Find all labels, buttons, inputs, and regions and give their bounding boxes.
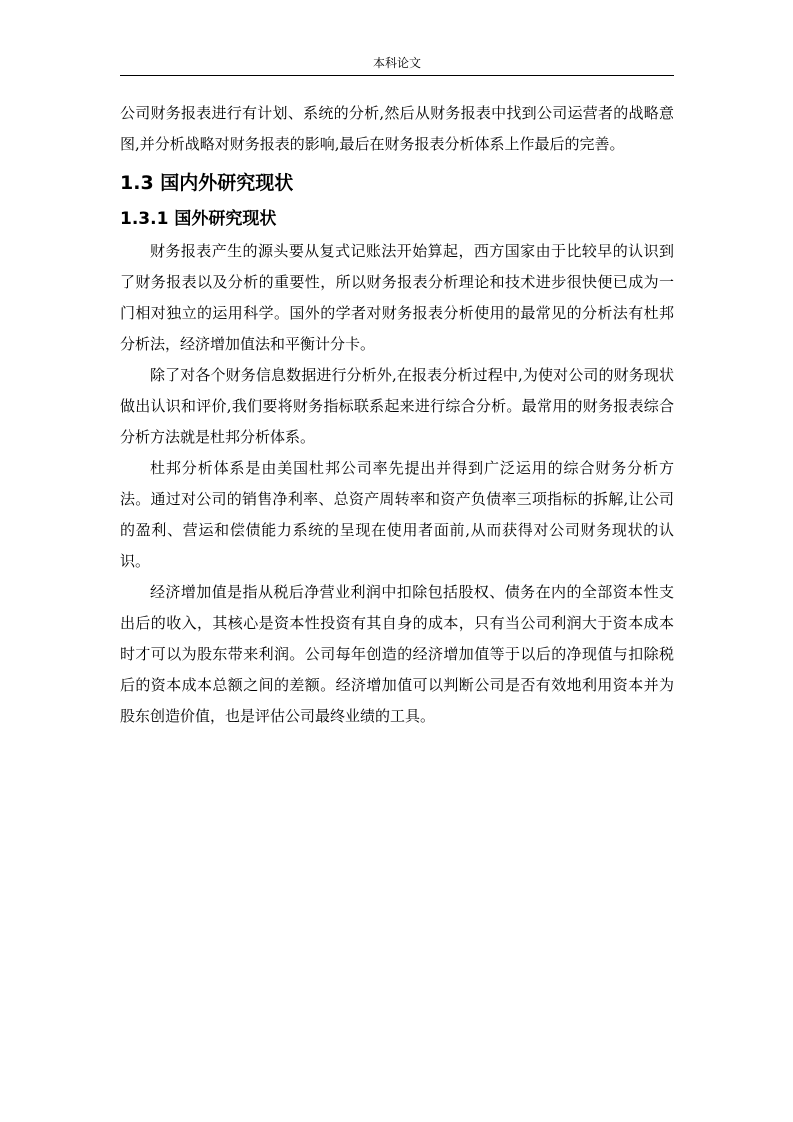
page-header (120, 56, 674, 76)
section-heading: 1.3 国内外研究现状 (120, 172, 294, 194)
header-title: 本科论文 (372, 56, 421, 70)
subsection-heading: 1.3.1 国外研究现状 (120, 209, 277, 229)
paragraph-comprehensive-analysis: 除了对各个财务信息数据进行分析外,在报表分析过程中,为使对公司的财务现状做出认识和评价,我们要将财务指标联系起来进行综合分析。最常用的财务报表综合分析方法就是杜邦分析体系。 (120, 366, 674, 446)
paragraph-foreign-origins: 财务报表产生的源头要从复式记账法开始算起，西方国家由于比较早的认识到了财务报表以及分析的重要性，所以财务报表分析理论和技术进步很快便已成为一门相对独立的运用科学。国外的学者对财务报表分析使用的最常见的分析法有杜邦分析法，经济增加值法和平衡计分卡。 (120, 242, 674, 353)
paragraph-economic-value-added: 经济增加值是指从税后净营业利润中扣除包括股权、债务在内的全部资本性支出后的收入，其核心是资本性投资有其自身的成本，只有当公司利润大于资本成本时才可以为股东带来利润。公司每年创造的经济增加值等于以后的净现值与扣除税后的资本成本总额之间的差额。经济增加值可以判断公司是否有效地利用资本并为股东创造价值，也是评估公司最终业绩的工具。 (120, 583, 674, 725)
paragraph-dupont-system: 杜邦分析体系是由美国杜邦公司率先提出并得到广泛运用的综合财务分析方法。通过对公司的销售净利率、总资产周转率和资产负债率三项指标的拆解,让公司的盈利、营运和偿债能力系统的呈现在使用者面前,从而获得对公司财务现状的认识。 (120, 459, 674, 570)
intro-paragraph: 公司财务报表进行有计划、系统的分析,然后从财务报表中找到公司运营者的战略意图,并分析战略对财务报表的影响,最后在财务报表分析体系上作最后的完善。 (120, 104, 674, 153)
document-body (120, 98, 674, 732)
